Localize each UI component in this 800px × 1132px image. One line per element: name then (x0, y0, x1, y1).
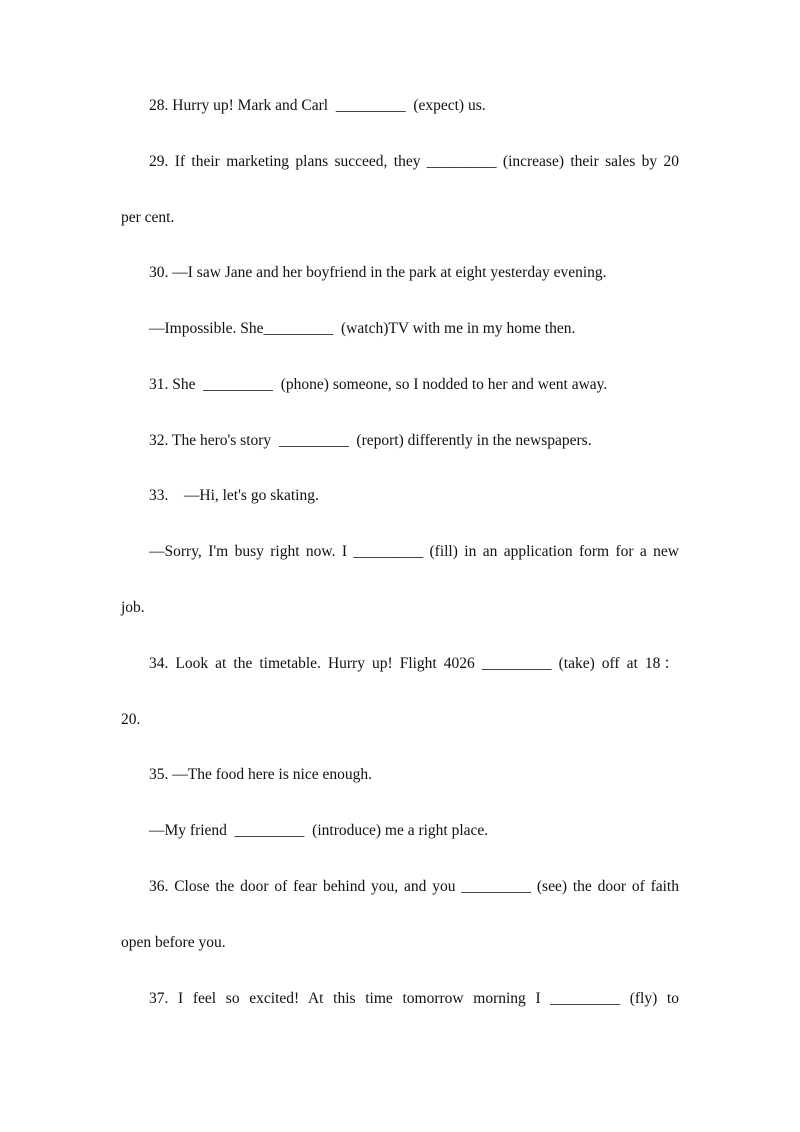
question-35: 35. —The food here is nice enough. (149, 766, 372, 783)
question-31: 31. She _________ (phone) someone, so I nodded to her and went away. (149, 376, 608, 393)
question-36-continuation: open before you. (121, 934, 226, 951)
question-29-continuation: per cent. (121, 209, 175, 226)
question-32: 32. The hero's story _________ (report) differently in the newspapers. (149, 432, 592, 449)
question-30: 30. —I saw Jane and her boyfriend in the park at eight yesterday evening. (149, 264, 607, 281)
question-30-reply: —Impossible. She_________ (watch)TV with me in my home then. (149, 320, 576, 337)
question-33-continuation: job. (121, 599, 145, 616)
question-34: 34. Look at the timetable. Hurry up! Flight 4026 _________ (take) off at 18： (149, 655, 679, 672)
question-33: 33. —Hi, let's go skating. (149, 487, 319, 504)
question-35-reply: —My friend _________ (introduce) me a right place. (149, 822, 489, 839)
question-28: 28. Hurry up! Mark and Carl _________ (expect) us. (149, 97, 486, 114)
question-29: 29. If their marketing plans succeed, they _________ (increase) their sales by 20 (149, 153, 679, 170)
question-34-continuation: 20. (121, 711, 141, 728)
question-37: 37. I feel so excited! At this time tomorrow morning I _________ (fly) to (149, 990, 679, 1007)
question-36: 36. Close the door of fear behind you, and you _________ (see) the door of faith (149, 878, 679, 895)
question-33-reply: —Sorry, I'm busy right now. I _________ (fill) in an application form for a new (149, 543, 679, 560)
